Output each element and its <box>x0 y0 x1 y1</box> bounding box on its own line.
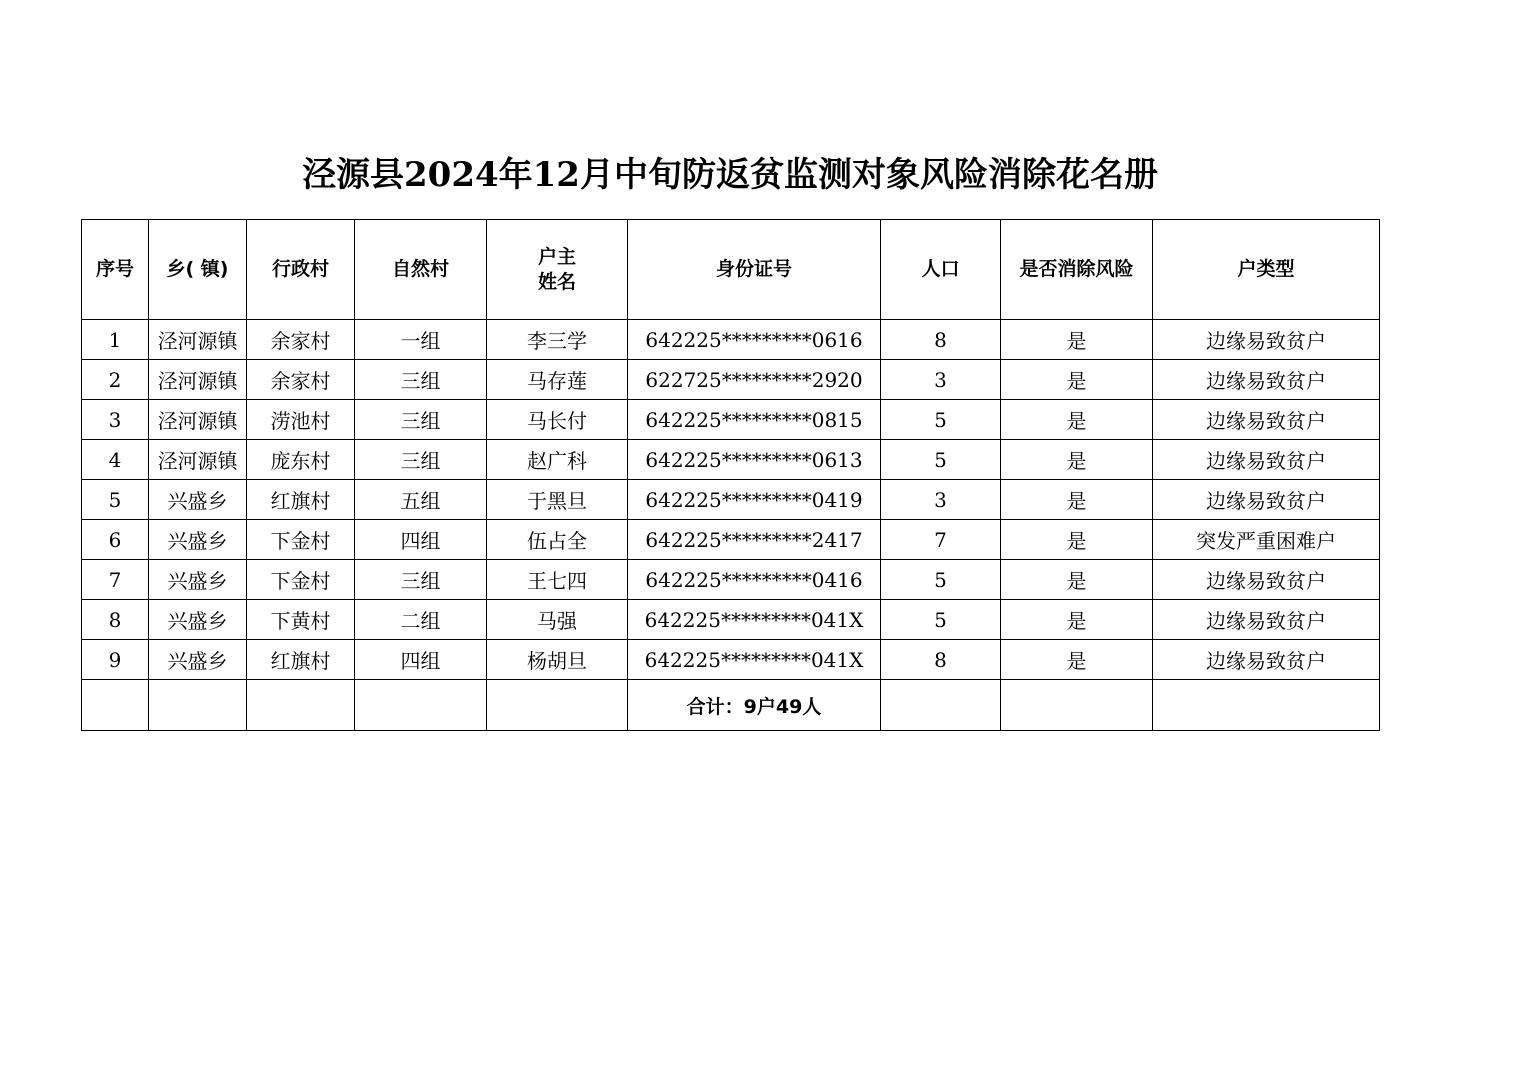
cell-township: 泾河源镇 <box>149 360 247 400</box>
cell-township: 泾河源镇 <box>149 440 247 480</box>
cell-seq: 5 <box>82 480 149 520</box>
cell-id-number: 642225*********041X <box>628 640 881 680</box>
table-row <box>82 400 1380 440</box>
cell-risk-eliminated: 是 <box>1001 440 1153 480</box>
cell-risk-eliminated: 是 <box>1001 480 1153 520</box>
cell-seq: 8 <box>82 600 149 640</box>
header-township: 乡( 镇) <box>149 220 247 320</box>
header-admin-village: 行政村 <box>247 220 355 320</box>
total-row <box>82 680 1380 731</box>
total-cell-empty <box>149 680 247 731</box>
cell-id-number: 642225*********0616 <box>628 320 881 360</box>
cell-household-type: 边缘易致贫户 <box>1153 560 1380 600</box>
cell-household-type: 边缘易致贫户 <box>1153 440 1380 480</box>
cell-risk-eliminated: 是 <box>1001 640 1153 680</box>
cell-seq: 4 <box>82 440 149 480</box>
cell-household-type: 边缘易致贫户 <box>1153 400 1380 440</box>
cell-id-number: 642225*********041X <box>628 600 881 640</box>
cell-risk-eliminated: 是 <box>1001 360 1153 400</box>
cell-id-number: 642225*********0419 <box>628 480 881 520</box>
cell-natural-village: 三组 <box>355 400 487 440</box>
cell-natural-village: 一组 <box>355 320 487 360</box>
cell-township: 兴盛乡 <box>149 640 247 680</box>
header-household-head: 户主 姓名 <box>487 220 628 320</box>
cell-township: 兴盛乡 <box>149 560 247 600</box>
cell-seq: 6 <box>82 520 149 560</box>
total-cell-empty <box>881 680 1001 731</box>
cell-admin-village: 下黄村 <box>247 600 355 640</box>
cell-population: 3 <box>881 360 1001 400</box>
total-cell-empty <box>1153 680 1380 731</box>
cell-population: 5 <box>881 440 1001 480</box>
cell-township: 泾河源镇 <box>149 320 247 360</box>
cell-household-head: 杨胡旦 <box>487 640 628 680</box>
cell-household-type: 边缘易致贫户 <box>1153 320 1380 360</box>
cell-household-head: 马长付 <box>487 400 628 440</box>
cell-population: 5 <box>881 600 1001 640</box>
cell-admin-village: 庞东村 <box>247 440 355 480</box>
cell-population: 5 <box>881 560 1001 600</box>
total-cell-empty <box>82 680 149 731</box>
cell-id-number: 642225*********0815 <box>628 400 881 440</box>
cell-risk-eliminated: 是 <box>1001 520 1153 560</box>
total-cell-empty <box>487 680 628 731</box>
table-row <box>82 360 1380 400</box>
cell-township: 兴盛乡 <box>149 480 247 520</box>
cell-admin-village: 余家村 <box>247 320 355 360</box>
table-row <box>82 440 1380 480</box>
cell-household-head: 赵广科 <box>487 440 628 480</box>
cell-natural-village: 三组 <box>355 360 487 400</box>
cell-household-head: 马存莲 <box>487 360 628 400</box>
cell-population: 8 <box>881 640 1001 680</box>
cell-seq: 2 <box>82 360 149 400</box>
cell-seq: 7 <box>82 560 149 600</box>
cell-admin-village: 红旗村 <box>247 480 355 520</box>
header-risk-eliminated: 是否消除风险 <box>1001 220 1153 320</box>
cell-natural-village: 二组 <box>355 600 487 640</box>
cell-admin-village: 涝池村 <box>247 400 355 440</box>
cell-natural-village: 四组 <box>355 520 487 560</box>
cell-seq: 3 <box>82 400 149 440</box>
cell-natural-village: 三组 <box>355 560 487 600</box>
cell-township: 兴盛乡 <box>149 600 247 640</box>
cell-household-head: 马强 <box>487 600 628 640</box>
cell-population: 8 <box>881 320 1001 360</box>
cell-risk-eliminated: 是 <box>1001 320 1153 360</box>
header-id-number: 身份证号 <box>628 220 881 320</box>
header-household-type: 户类型 <box>1153 220 1380 320</box>
cell-seq: 1 <box>82 320 149 360</box>
cell-household-head: 王七四 <box>487 560 628 600</box>
table-row <box>82 480 1380 520</box>
cell-household-head: 伍占全 <box>487 520 628 560</box>
cell-id-number: 622725*********2920 <box>628 360 881 400</box>
roster-body <box>82 320 1380 731</box>
cell-household-type: 边缘易致贫户 <box>1153 600 1380 640</box>
cell-population: 7 <box>881 520 1001 560</box>
cell-household-type: 边缘易致贫户 <box>1153 640 1380 680</box>
cell-risk-eliminated: 是 <box>1001 560 1153 600</box>
cell-household-type: 边缘易致贫户 <box>1153 480 1380 520</box>
cell-risk-eliminated: 是 <box>1001 600 1153 640</box>
table-row <box>82 560 1380 600</box>
cell-natural-village: 四组 <box>355 640 487 680</box>
total-cell-empty <box>355 680 487 731</box>
cell-admin-village: 下金村 <box>247 520 355 560</box>
cell-household-head: 于黑旦 <box>487 480 628 520</box>
cell-id-number: 642225*********2417 <box>628 520 881 560</box>
cell-admin-village: 红旗村 <box>247 640 355 680</box>
cell-population: 3 <box>881 480 1001 520</box>
table-row <box>82 600 1380 640</box>
table-row <box>82 640 1380 680</box>
cell-township: 泾河源镇 <box>149 400 247 440</box>
cell-admin-village: 余家村 <box>247 360 355 400</box>
cell-id-number: 642225*********0416 <box>628 560 881 600</box>
cell-id-number: 642225*********0613 <box>628 440 881 480</box>
page-title: 泾源县2024年12月中旬防返贫监测对象风险消除花名册 <box>302 155 1158 195</box>
total-text: 合计：9户49人 <box>686 695 822 718</box>
cell-household-head: 李三学 <box>487 320 628 360</box>
header-natural-village: 自然村 <box>355 220 487 320</box>
cell-household-type: 突发严重困难户 <box>1153 520 1380 560</box>
header-row <box>82 220 1380 320</box>
cell-natural-village: 五组 <box>355 480 487 520</box>
cell-township: 兴盛乡 <box>149 520 247 560</box>
total-cell-empty <box>247 680 355 731</box>
roster-table <box>81 219 1380 731</box>
table-row <box>82 320 1380 360</box>
cell-admin-village: 下金村 <box>247 560 355 600</box>
table-row <box>82 520 1380 560</box>
header-seq: 序号 <box>82 220 149 320</box>
header-population: 人口 <box>881 220 1001 320</box>
cell-natural-village: 三组 <box>355 440 487 480</box>
cell-seq: 9 <box>82 640 149 680</box>
cell-population: 5 <box>881 400 1001 440</box>
cell-risk-eliminated: 是 <box>1001 400 1153 440</box>
total-cell <box>628 680 881 731</box>
cell-household-type: 边缘易致贫户 <box>1153 360 1380 400</box>
total-cell-empty <box>1001 680 1153 731</box>
